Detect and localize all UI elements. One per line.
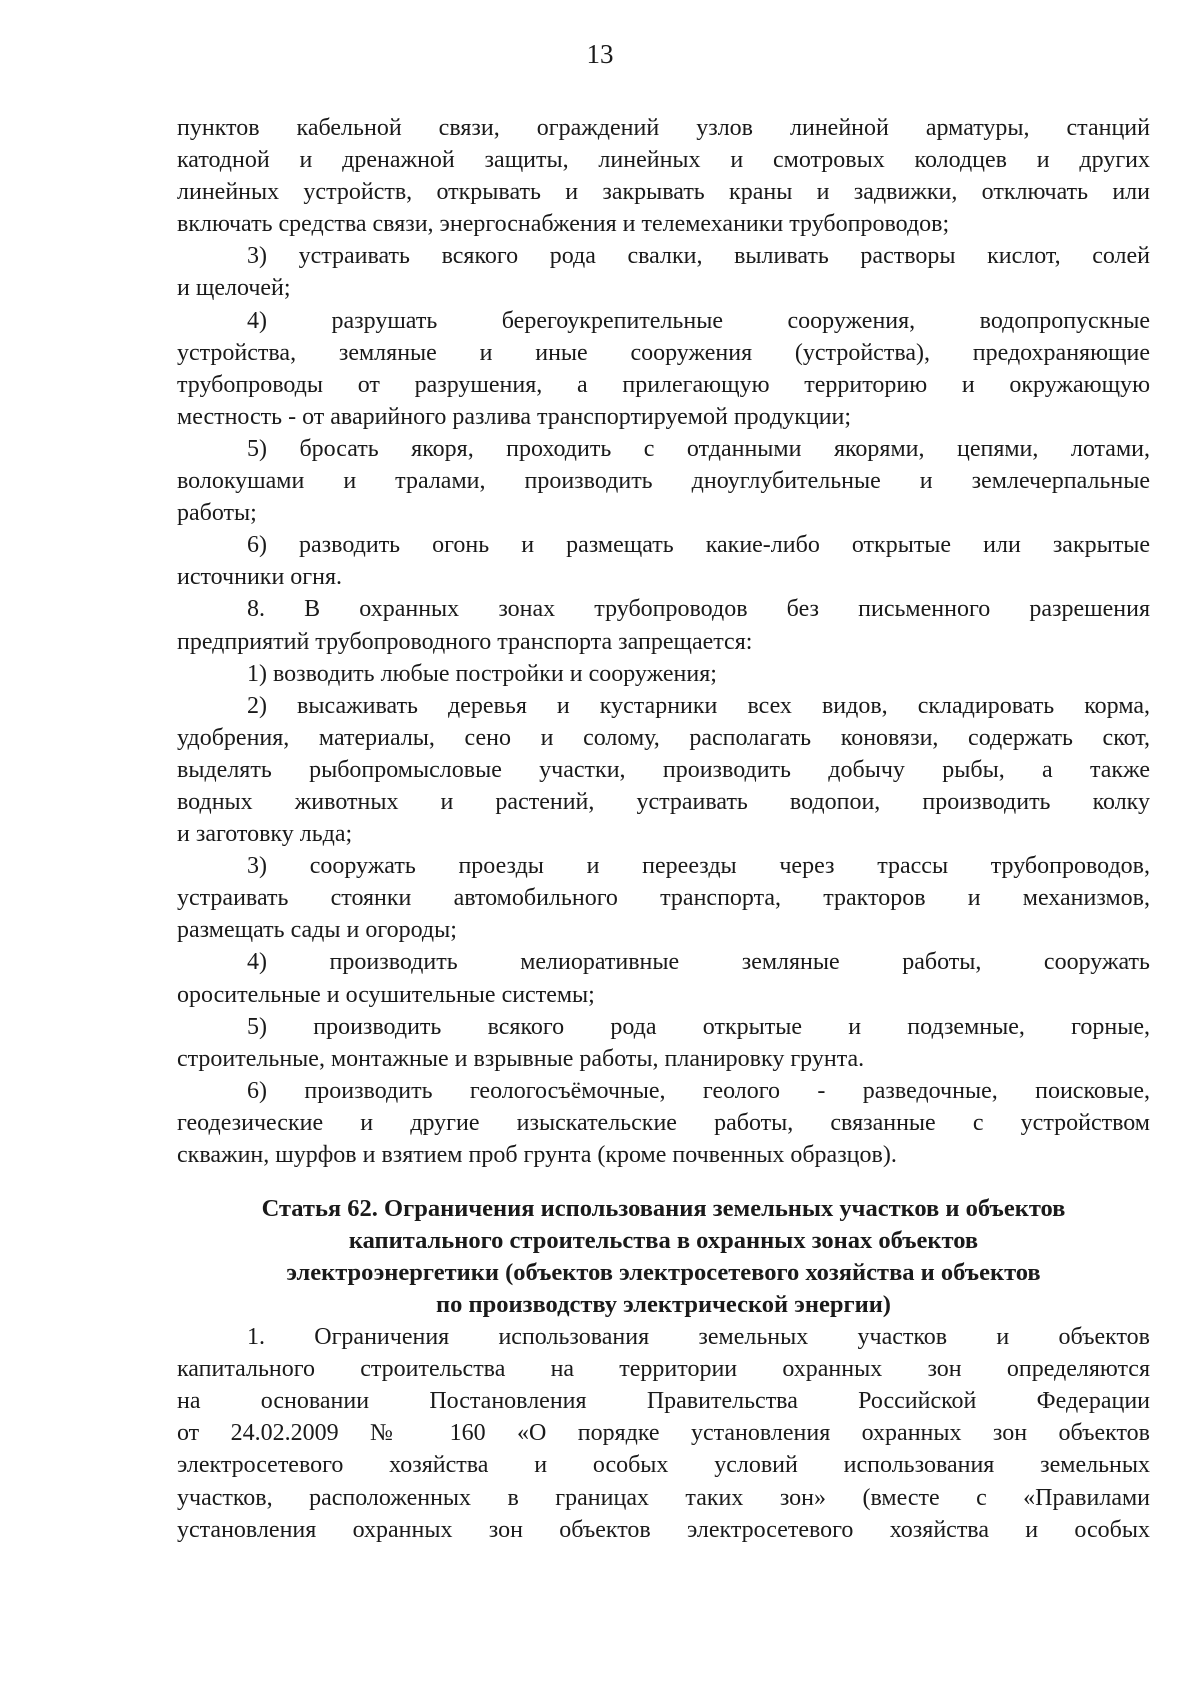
text-line: удобрения, материалы, сено и солому, располагать коновязи, содержать скот, <box>177 724 1150 751</box>
text-line: 3) устраивать всякого рода свалки, выливать растворы кислот, солей <box>247 243 1150 270</box>
article-heading <box>177 1193 1150 1321</box>
text-line: 2) высаживать деревья и кустарники всех видов, складировать корма, <box>247 692 1150 719</box>
text-line: установления охранных зон объектов электросетевого хозяйства и особых <box>177 1516 1150 1543</box>
text-line: скважин, шурфов и взятием проб грунта (кроме почвенных образцов). <box>177 1142 897 1168</box>
text-line: 6) разводить огонь и размещать какие-либо открытые или закрытые <box>247 532 1150 559</box>
text-line: и щелочей; <box>177 275 291 302</box>
heading-line: капитального строительства в охранных зонах объектов <box>348 1227 979 1255</box>
text-line: 4) производить мелиоративные земляные работы, сооружать <box>247 949 1150 976</box>
text-line: размещать сады и огороды; <box>177 917 457 944</box>
text-line: выделять рыбопромысловые участки, производить добычу рыбы, а также <box>177 756 1150 783</box>
text-line: участков, расположенных в границах таких зон» (вместе с «Правилами <box>177 1484 1150 1511</box>
text-line: строительные, монтажные и взрывные работы, планировку грунта. <box>177 1045 865 1072</box>
text-line: 1) возводить любые постройки и сооружения; <box>247 660 717 687</box>
text-line: 1. Ограничения использования земельных участков и объектов <box>247 1324 1150 1351</box>
article-62-text <box>177 1321 1150 1546</box>
text-line: оросительные и осушительные системы; <box>177 981 595 1008</box>
text-line: линейных устройств, открывать и закрывать краны и задвижки, отключать или <box>177 179 1150 206</box>
text-line: 3) сооружать проезды и переезды через трассы трубопроводов, <box>247 853 1150 880</box>
text-line: работы; <box>177 500 257 527</box>
heading-line: по производству электрической энергии) <box>436 1291 891 1319</box>
text-line: 5) бросать якоря, проходить с отданными якорями, цепями, лотами, <box>247 435 1150 462</box>
heading-line: Статья 62. Ограничения использования земельных участков и объектов <box>261 1195 1066 1223</box>
document-body <box>177 112 1150 1546</box>
text-line: источники огня. <box>177 564 343 591</box>
text-line: 5) производить всякого рода открытые и подземные, горные, <box>247 1013 1150 1040</box>
text-line: капитального строительства на территории охранных зон определяются <box>177 1356 1150 1383</box>
text-line: и заготовку льда; <box>177 821 353 848</box>
heading-line: электроэнергетики (объектов электросетевого хозяйства и объектов <box>286 1259 1041 1287</box>
text-line: катодной и дренажной защиты, линейных и смотровых колодцев и других <box>177 147 1150 174</box>
text-line: водных животных и растений, устраивать водопои, производить колку <box>177 788 1150 815</box>
text-line: включать средства связи, энергоснабжения и телемеханики трубопроводов; <box>177 211 950 238</box>
pipeline-restrictions-text <box>177 112 1150 1171</box>
text-line: устраивать стоянки автомобильного транспорта, тракторов и механизмов, <box>177 885 1150 912</box>
text-line: от 24.02.2009 № 160 «О порядке установления охранных зон объектов <box>177 1420 1150 1447</box>
text-line: местность - от аварийного разлива транспортируемой продукции; <box>177 403 852 430</box>
text-line: пунктов кабельной связи, ограждений узлов линейной арматуры, станций <box>177 115 1150 141</box>
text-line: устройства, земляные и иные сооружения (устройства), предохраняющие <box>177 339 1150 366</box>
text-line: геодезические и другие изыскательские работы, связанные с устройством <box>177 1109 1150 1136</box>
text-line: предприятий трубопроводного транспорта запрещается: <box>177 628 753 655</box>
text-line: трубопроводы от разрушения, а прилегающую территорию и окружающую <box>177 371 1150 398</box>
text-line: на основании Постановления Правительства Российской Федерации <box>177 1388 1150 1415</box>
text-line: электросетевого хозяйства и особых условий использования земельных <box>177 1452 1150 1479</box>
text-line: волокушами и тралами, производить дноуглубительные и землечерпальные <box>177 468 1150 495</box>
page-number: 13 <box>586 39 614 69</box>
text-line: 4) разрушать берегоукрепительные сооружения, водопропускные <box>247 307 1150 334</box>
text-line: 8. В охранных зонах трубопроводов без письменного разрешения <box>247 596 1150 623</box>
text-line: 6) производить геологосъёмочные, геолого - разведочные, поисковые, <box>247 1077 1150 1104</box>
